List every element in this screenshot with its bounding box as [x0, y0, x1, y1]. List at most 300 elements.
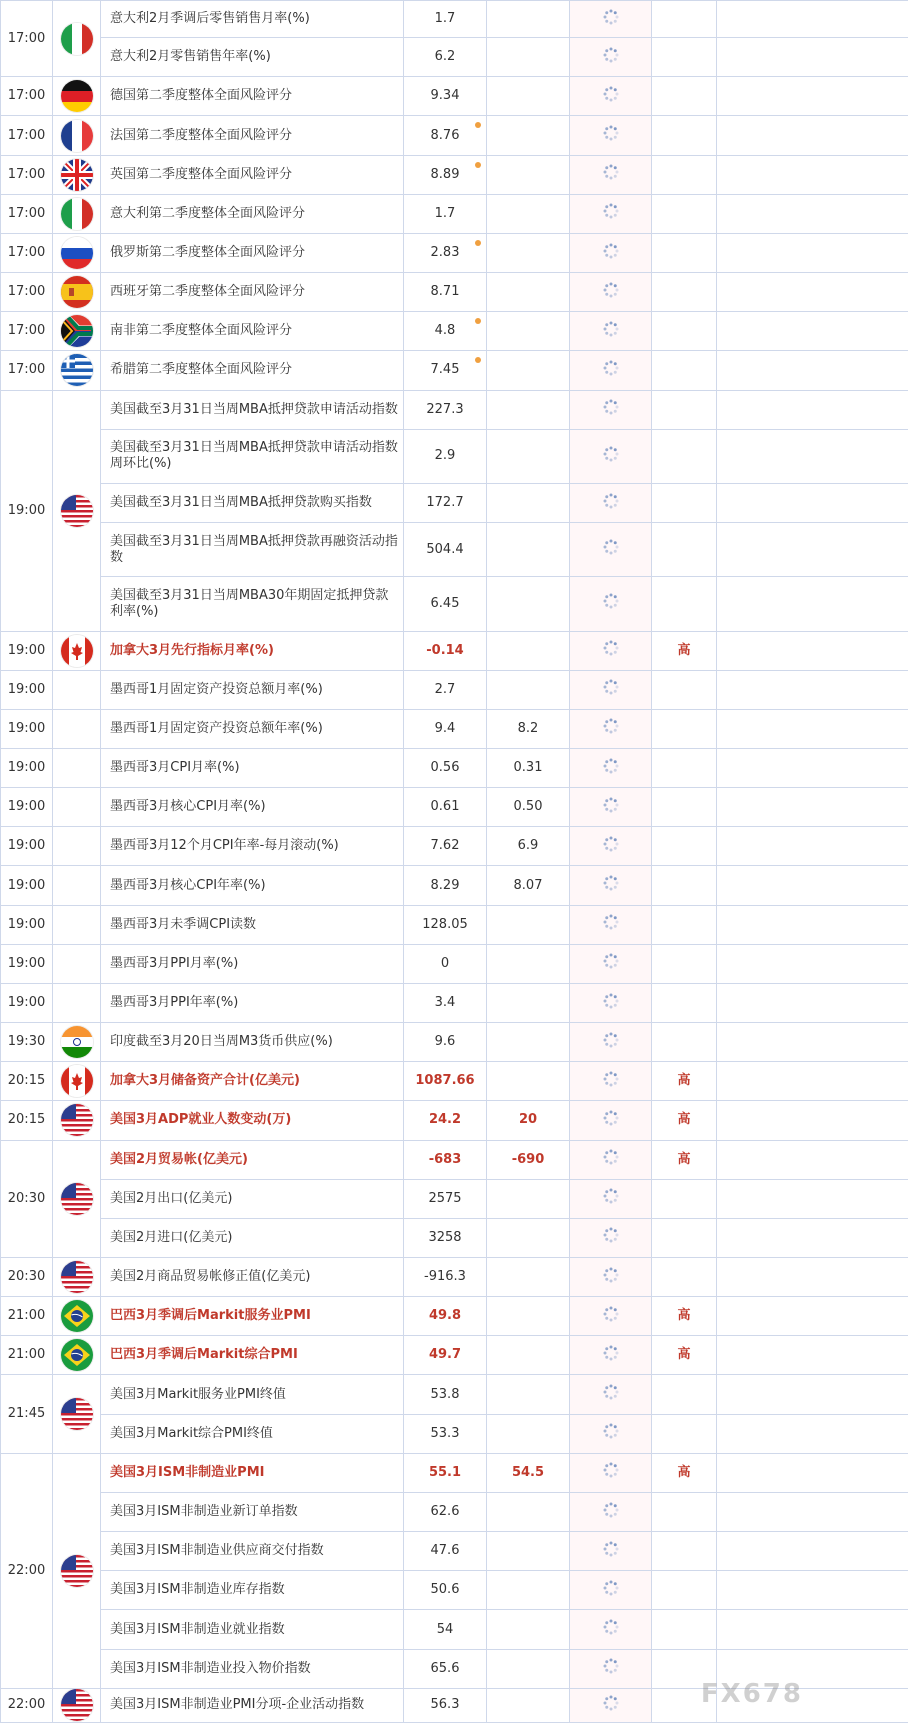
event-name: 墨西哥1月固定资产投资总额年率(%) — [110, 720, 323, 736]
event-time: 17:00 — [1, 233, 53, 272]
country-flag-cell — [53, 905, 101, 944]
revision-dot-icon — [475, 162, 481, 168]
loading-spinner-icon — [602, 1422, 620, 1445]
germany-flag — [61, 80, 93, 112]
event-row — [1, 788, 908, 827]
interpretation-cell — [717, 1179, 908, 1218]
country-flag-cell — [53, 748, 101, 787]
interpretation-cell — [717, 1140, 908, 1179]
forecast-value: 0.50 — [513, 799, 543, 815]
loading-spinner-icon — [602, 124, 620, 147]
loading-spinner-icon — [602, 1657, 620, 1680]
event-row — [1, 827, 908, 866]
event-row — [1, 523, 908, 577]
previous-value: 4.8 — [434, 323, 456, 339]
event-name: 墨西哥3月PPI年率(%) — [110, 995, 239, 1010]
event-row — [1, 312, 908, 351]
previous-value: -916.3 — [424, 1269, 466, 1285]
event-row — [1, 233, 908, 272]
previous-value: 53.3 — [430, 1425, 460, 1441]
interpretation-cell — [717, 77, 908, 116]
interpretation-cell — [717, 1218, 908, 1257]
event-time: 19:00 — [1, 788, 53, 827]
event-time: 19:00 — [1, 390, 53, 631]
interpretation-cell — [717, 1453, 908, 1492]
previous-value: 49.8 — [428, 1308, 462, 1324]
country-flag-cell — [53, 1101, 101, 1140]
interpretation-cell — [717, 577, 908, 631]
loading-spinner-icon — [602, 202, 620, 225]
previous-value: 8.89 — [430, 166, 460, 182]
country-flag-cell — [53, 827, 101, 866]
interpretation-cell — [717, 827, 908, 866]
event-time: 17:00 — [1, 155, 53, 194]
previous-value: 9.4 — [434, 720, 456, 736]
event-name: 意大利2月零售销售年率(%) — [110, 49, 271, 65]
usa-flag — [61, 1398, 93, 1430]
loading-spinner-icon — [602, 1226, 620, 1249]
interpretation-cell — [717, 483, 908, 522]
event-time: 19:30 — [1, 1023, 53, 1062]
importance-label: 高 — [677, 1347, 691, 1363]
loading-spinner-icon — [602, 281, 620, 304]
loading-spinner-icon — [602, 1109, 620, 1132]
event-name: 巴西3月季调后Markit综合PMI — [110, 1347, 298, 1363]
country-flag-cell — [53, 1140, 101, 1257]
country-flag-cell — [53, 788, 101, 827]
event-row — [1, 1258, 908, 1297]
event-time: 22:00 — [1, 1688, 53, 1722]
event-time: 21:45 — [1, 1375, 53, 1453]
event-row — [1, 1, 908, 38]
previous-value: 6.2 — [434, 49, 456, 65]
forecast-value: 6.9 — [517, 838, 539, 854]
previous-value: 128.05 — [422, 916, 468, 932]
country-flag-cell — [53, 273, 101, 312]
event-row — [1, 1101, 908, 1140]
interpretation-cell — [717, 351, 908, 390]
interpretation-cell — [717, 631, 908, 670]
russia-flag — [61, 237, 93, 269]
usa-flag — [61, 1104, 93, 1136]
interpretation-cell — [717, 788, 908, 827]
event-name: 墨西哥3月12个月CPI年率-每月滚动(%) — [110, 838, 339, 854]
country-flag-cell — [53, 155, 101, 194]
event-name: 西班牙第二季度整体全面风险评分 — [110, 284, 306, 300]
previous-value: 3.4 — [434, 995, 456, 1010]
event-name: 南非第二季度整体全面风险评分 — [110, 323, 293, 339]
event-name: 美国截至3月31日当周MBA抵押贷款再融资活动指数 — [110, 533, 398, 565]
event-time: 19:00 — [1, 983, 53, 1022]
interpretation-cell — [717, 1297, 908, 1336]
event-name: 俄罗斯第二季度整体全面风险评分 — [110, 245, 306, 260]
interpretation-cell — [717, 1023, 908, 1062]
previous-value: 8.71 — [430, 284, 460, 300]
event-row — [1, 944, 908, 983]
event-time: 20:30 — [1, 1258, 53, 1297]
loading-spinner-icon — [602, 1540, 620, 1563]
country-flag-cell — [53, 77, 101, 116]
event-row — [1, 273, 908, 312]
loading-spinner-icon — [602, 242, 620, 265]
forecast-value: 8.07 — [513, 877, 543, 893]
loading-spinner-icon — [602, 796, 620, 819]
previous-value: 172.7 — [426, 495, 464, 510]
loading-spinner-icon — [602, 1031, 620, 1054]
previous-value: 2.7 — [434, 681, 456, 697]
importance-label: 高 — [677, 1112, 691, 1128]
interpretation-cell — [717, 1532, 908, 1571]
loading-spinner-icon — [602, 1305, 620, 1328]
country-flag-cell — [53, 1336, 101, 1375]
interpretation-cell — [717, 1336, 908, 1375]
previous-value: -0.14 — [426, 642, 464, 658]
loading-spinner-icon — [602, 1344, 620, 1367]
previous-value: 2.83 — [430, 245, 460, 260]
interpretation-cell — [717, 38, 908, 77]
interpretation-cell — [717, 273, 908, 312]
interpretation-cell — [717, 390, 908, 429]
previous-value: 55.1 — [428, 1464, 462, 1480]
previous-value: -683 — [428, 1151, 462, 1167]
loading-spinner-icon — [602, 592, 620, 615]
country-flag-cell — [53, 866, 101, 905]
event-row — [1, 1179, 908, 1218]
event-time: 17:00 — [1, 1, 53, 77]
previous-value: 8.29 — [430, 877, 460, 893]
country-flag-cell — [53, 390, 101, 631]
canada-flag — [61, 1065, 93, 1097]
previous-value: 504.4 — [426, 541, 464, 557]
event-name: 美国2月进口(亿美元) — [110, 1229, 233, 1245]
loading-spinner-icon — [602, 1383, 620, 1406]
event-name: 加拿大3月先行指标月率(%) — [110, 642, 274, 658]
usa-flag — [61, 1555, 93, 1587]
event-time: 21:00 — [1, 1336, 53, 1375]
previous-value: 24.2 — [428, 1112, 462, 1128]
interpretation-cell — [717, 866, 908, 905]
event-row — [1, 577, 908, 631]
event-time: 17:00 — [1, 351, 53, 390]
event-time: 20:30 — [1, 1140, 53, 1257]
loading-spinner-icon — [602, 952, 620, 975]
event-row — [1, 1062, 908, 1101]
importance-label: 高 — [677, 1073, 691, 1089]
event-row — [1, 1218, 908, 1257]
interpretation-cell — [717, 944, 908, 983]
event-name: 美国3月ISM非制造业PMI — [110, 1464, 265, 1480]
event-name: 美国3月ISM非制造业库存指数 — [110, 1582, 285, 1598]
previous-value: 8.76 — [430, 127, 460, 143]
interpretation-cell — [717, 709, 908, 748]
previous-value: 6.45 — [430, 595, 460, 611]
previous-value: 3258 — [428, 1229, 462, 1245]
event-name: 意大利2月季调后零售销售月率(%) — [110, 11, 310, 27]
loading-spinner-icon — [602, 359, 620, 382]
event-name: 墨西哥3月CPI月率(%) — [110, 760, 240, 776]
event-name: 墨西哥3月PPI月率(%) — [110, 955, 239, 971]
event-time: 17:00 — [1, 273, 53, 312]
country-flag-cell — [53, 1297, 101, 1336]
forecast-value: 20 — [518, 1112, 538, 1128]
interpretation-cell — [717, 155, 908, 194]
loading-spinner-icon — [602, 492, 620, 515]
india-flag — [61, 1026, 93, 1058]
loading-spinner-icon — [602, 46, 620, 69]
loading-spinner-icon — [602, 1501, 620, 1524]
loading-spinner-icon — [602, 678, 620, 701]
usa-flag — [61, 495, 93, 527]
event-row — [1, 1336, 908, 1375]
brazil-flag — [61, 1300, 93, 1332]
previous-value: 7.45 — [430, 362, 460, 378]
loading-spinner-icon — [602, 1187, 620, 1210]
event-name: 英国第二季度整体全面风险评分 — [110, 166, 293, 182]
event-time: 22:00 — [1, 1453, 53, 1688]
country-flag-cell — [53, 116, 101, 155]
event-name: 墨西哥3月核心CPI年率(%) — [110, 877, 266, 893]
event-name: 美国3月ISM非制造业PMI分项-企业活动指数 — [110, 1697, 365, 1713]
fx678-watermark: FX678 — [700, 1679, 803, 1709]
interpretation-cell — [717, 748, 908, 787]
previous-value: 53.8 — [430, 1386, 460, 1402]
loading-spinner-icon — [602, 757, 620, 780]
importance-label: 高 — [677, 642, 691, 658]
country-flag-cell — [53, 709, 101, 748]
loading-spinner-icon — [602, 874, 620, 897]
loading-spinner-icon — [602, 1266, 620, 1289]
country-flag-cell — [53, 351, 101, 390]
previous-value: 50.6 — [430, 1582, 460, 1598]
event-name: 墨西哥3月核心CPI月率(%) — [110, 799, 266, 815]
interpretation-cell — [717, 1492, 908, 1531]
event-row — [1, 1375, 908, 1414]
previous-value: 0 — [440, 955, 450, 971]
event-row — [1, 905, 908, 944]
loading-spinner-icon — [602, 1070, 620, 1093]
revision-dot-icon — [475, 122, 481, 128]
previous-value: 1.7 — [434, 205, 456, 221]
event-row — [1, 1414, 908, 1453]
previous-value: 2.9 — [434, 448, 456, 464]
event-name: 墨西哥1月固定资产投资总额月率(%) — [110, 681, 323, 697]
country-flag-cell — [53, 1062, 101, 1101]
event-time: 19:00 — [1, 670, 53, 709]
event-time: 19:00 — [1, 905, 53, 944]
event-row — [1, 983, 908, 1022]
event-row — [1, 748, 908, 787]
loading-spinner-icon — [602, 85, 620, 108]
loading-spinner-icon — [602, 1579, 620, 1602]
loading-spinner-icon — [602, 445, 620, 468]
loading-spinner-icon — [602, 639, 620, 662]
interpretation-cell — [717, 1258, 908, 1297]
event-row — [1, 1297, 908, 1336]
country-flag-cell — [53, 944, 101, 983]
country-flag-cell — [53, 233, 101, 272]
event-row — [1, 155, 908, 194]
loading-spinner-icon — [602, 1461, 620, 1484]
forecast-value: 54.5 — [511, 1464, 545, 1480]
previous-value: 9.6 — [434, 1034, 456, 1050]
event-row — [1, 390, 908, 429]
previous-value: 0.56 — [430, 760, 460, 776]
importance-label: 高 — [677, 1308, 691, 1324]
event-name: 印度截至3月20日当周M3货币供应(%) — [110, 1034, 333, 1050]
interpretation-cell — [717, 1101, 908, 1140]
interpretation-cell — [717, 523, 908, 577]
event-time: 17:00 — [1, 194, 53, 233]
france-flag — [61, 120, 93, 152]
event-name: 美国2月商品贸易帐修正值(亿美元) — [110, 1269, 311, 1285]
country-flag-cell — [53, 983, 101, 1022]
event-time: 17:00 — [1, 77, 53, 116]
event-name: 美国2月出口(亿美元) — [110, 1190, 233, 1206]
event-row — [1, 429, 908, 483]
loading-spinner-icon — [602, 1694, 620, 1717]
event-time: 19:00 — [1, 748, 53, 787]
forecast-value: 8.2 — [517, 720, 539, 736]
country-flag-cell — [53, 1, 101, 77]
interpretation-cell — [717, 429, 908, 483]
loading-spinner-icon — [602, 992, 620, 1015]
event-name: 巴西3月季调后Markit服务业PMI — [110, 1308, 311, 1324]
previous-value: 227.3 — [426, 401, 464, 417]
event-row — [1, 1140, 908, 1179]
country-flag-cell — [53, 1258, 101, 1297]
interpretation-cell — [717, 1062, 908, 1101]
event-row — [1, 1532, 908, 1571]
event-time: 17:00 — [1, 312, 53, 351]
event-time: 21:00 — [1, 1297, 53, 1336]
usa-flag — [61, 1261, 93, 1293]
revision-dot-icon — [475, 357, 481, 363]
italy-flag — [61, 198, 93, 230]
previous-value: 47.6 — [430, 1543, 460, 1559]
event-row — [1, 77, 908, 116]
forecast-value: -690 — [511, 1151, 545, 1167]
event-row — [1, 483, 908, 522]
interpretation-cell — [717, 116, 908, 155]
event-name: 美国2月贸易帐(亿美元) — [110, 1151, 248, 1167]
previous-value: 1087.66 — [415, 1073, 475, 1089]
loading-spinner-icon — [602, 1148, 620, 1171]
event-row — [1, 631, 908, 670]
event-time: 19:00 — [1, 709, 53, 748]
event-name: 意大利第二季度整体全面风险评分 — [110, 205, 306, 221]
event-name: 加拿大3月储备资产合计(亿美元) — [110, 1073, 300, 1089]
event-time: 20:15 — [1, 1101, 53, 1140]
previous-value: 62.6 — [430, 1504, 460, 1520]
uk-flag — [61, 159, 93, 191]
event-name: 美国3月ISM非制造业新订单指数 — [110, 1504, 298, 1520]
previous-value: 54 — [436, 1621, 454, 1637]
previous-value: 65.6 — [430, 1660, 460, 1676]
canada-flag — [61, 635, 93, 667]
event-row — [1, 1492, 908, 1531]
event-row — [1, 1453, 908, 1492]
interpretation-cell — [717, 1414, 908, 1453]
event-row — [1, 1571, 908, 1610]
interpretation-cell — [717, 983, 908, 1022]
event-name: 美国3月Markit综合PMI终值 — [110, 1425, 273, 1441]
spain-flag — [61, 276, 93, 308]
event-name: 德国第二季度整体全面风险评分 — [110, 88, 293, 104]
country-flag-cell — [53, 1375, 101, 1453]
event-time: 17:00 — [1, 116, 53, 155]
previous-value: 56.3 — [430, 1697, 460, 1713]
event-time: 19:00 — [1, 827, 53, 866]
interpretation-cell — [717, 1571, 908, 1610]
event-name: 美国3月ISM非制造业供应商交付指数 — [110, 1543, 324, 1559]
country-flag-cell — [53, 1023, 101, 1062]
event-row — [1, 866, 908, 905]
loading-spinner-icon — [602, 717, 620, 740]
event-name: 美国3月ADP就业人数变动(万) — [110, 1112, 292, 1128]
interpretation-cell — [717, 233, 908, 272]
event-row — [1, 709, 908, 748]
loading-spinner-icon — [602, 320, 620, 343]
event-name: 美国3月ISM非制造业投入物价指数 — [110, 1660, 311, 1676]
previous-value: 49.7 — [428, 1347, 462, 1363]
interpretation-cell — [717, 670, 908, 709]
event-time: 20:15 — [1, 1062, 53, 1101]
greece-flag — [61, 354, 93, 386]
event-name: 法国第二季度整体全面风险评分 — [110, 127, 293, 143]
loading-spinner-icon — [602, 835, 620, 858]
loading-spinner-icon — [602, 913, 620, 936]
interpretation-cell — [717, 905, 908, 944]
event-name: 美国截至3月31日当周MBA抵押贷款申请活动指数周环比(%) — [110, 440, 398, 472]
italy-flag — [61, 23, 93, 55]
previous-value: 0.61 — [430, 799, 460, 815]
event-row — [1, 1610, 908, 1649]
country-flag-cell — [53, 1688, 101, 1722]
loading-spinner-icon — [602, 538, 620, 561]
usa-flag — [61, 1689, 93, 1721]
loading-spinner-icon — [602, 8, 620, 31]
event-name: 美国3月Markit服务业PMI终值 — [110, 1386, 286, 1402]
event-row — [1, 670, 908, 709]
country-flag-cell — [53, 194, 101, 233]
loading-spinner-icon — [602, 163, 620, 186]
loading-spinner-icon — [602, 398, 620, 421]
event-name: 美国3月ISM非制造业就业指数 — [110, 1621, 285, 1637]
south-africa-flag — [61, 315, 93, 347]
country-flag-cell — [53, 1453, 101, 1688]
event-row — [1, 1023, 908, 1062]
revision-dot-icon — [475, 318, 481, 324]
usa-flag — [61, 1183, 93, 1215]
interpretation-cell — [717, 1610, 908, 1649]
event-name: 墨西哥3月未季调CPI读数 — [110, 916, 257, 932]
event-row — [1, 194, 908, 233]
interpretation-cell — [717, 1, 908, 38]
brazil-flag — [61, 1339, 93, 1371]
importance-label: 高 — [677, 1151, 691, 1167]
interpretation-cell — [717, 194, 908, 233]
event-name: 美国截至3月31日当周MBA抵押贷款购买指数 — [110, 495, 372, 510]
event-name: 希腊第二季度整体全面风险评分 — [110, 362, 293, 378]
previous-value: 1.7 — [434, 11, 456, 27]
event-time: 19:00 — [1, 944, 53, 983]
country-flag-cell — [53, 670, 101, 709]
interpretation-cell — [717, 1375, 908, 1414]
event-time: 19:00 — [1, 866, 53, 905]
importance-label: 高 — [677, 1464, 691, 1480]
event-row — [1, 116, 908, 155]
loading-spinner-icon — [602, 1618, 620, 1641]
